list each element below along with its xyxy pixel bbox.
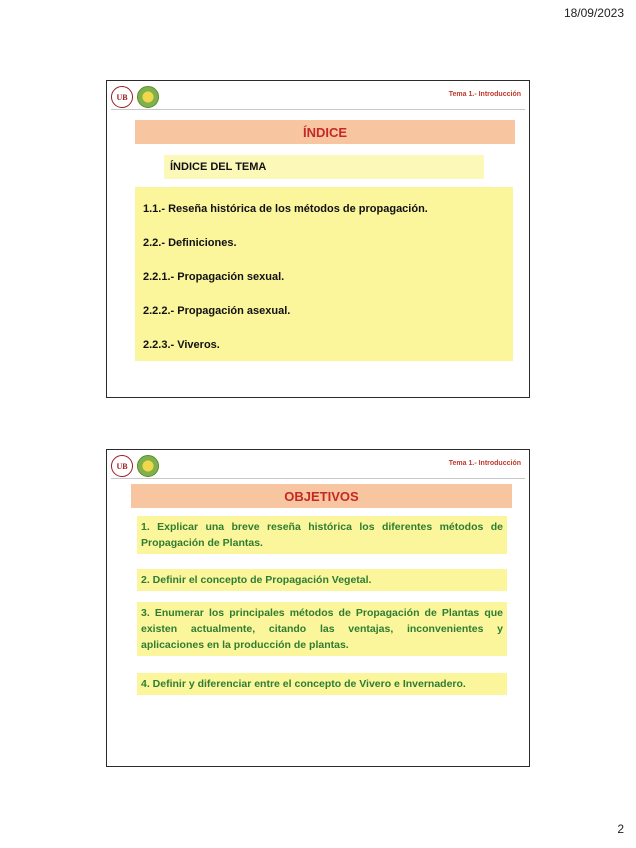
slide-objetivos xyxy=(106,449,530,767)
faculty-seal-logo xyxy=(137,86,159,108)
index-item: 2.2.3.- Viveros. xyxy=(143,339,220,351)
index-item: 2.2.- Definiciones. xyxy=(143,237,237,249)
index-item: 2.2.2.- Propagación asexual. xyxy=(143,305,291,317)
slide-logos xyxy=(111,86,159,108)
university-logo: UB xyxy=(111,86,133,108)
index-list xyxy=(135,187,513,361)
header-divider xyxy=(111,109,525,110)
slide-title: OBJETIVOS xyxy=(131,484,512,508)
index-item: 1.1.- Reseña histórica de los métodos de propagación. xyxy=(143,203,428,215)
objective-item: 1. Explicar una breve reseña histórica los diferentes métodos de Propagación de Plantas. xyxy=(137,516,507,554)
slide-topic-label: Tema 1.- Introducción xyxy=(448,460,521,467)
university-logo: UB xyxy=(111,455,133,477)
faculty-seal-logo xyxy=(137,455,159,477)
slide-topic-label: Tema 1.- Introducción xyxy=(448,91,521,98)
index-item: 2.2.1.- Propagación sexual. xyxy=(143,271,285,283)
slide-title: ÍNDICE xyxy=(135,120,515,144)
slide-logos xyxy=(111,455,159,477)
objective-item: 2. Definir el concepto de Propagación Vegetal. xyxy=(137,569,507,591)
header-divider xyxy=(111,478,525,479)
slide-subtitle: ÍNDICE DEL TEMA xyxy=(164,155,484,179)
slide-indice xyxy=(106,80,530,398)
objective-item: 4. Definir y diferenciar entre el concepto de Vivero e Invernadero. xyxy=(137,673,507,695)
page-number: 2 xyxy=(617,822,624,836)
print-date: 18/09/2023 xyxy=(563,6,624,20)
objective-item: 3. Enumerar los principales métodos de Propagación de Plantas que existen actualmente, citando las ventajas, inconvenientes y aplicaciones en la producción de plantas. xyxy=(137,602,507,656)
